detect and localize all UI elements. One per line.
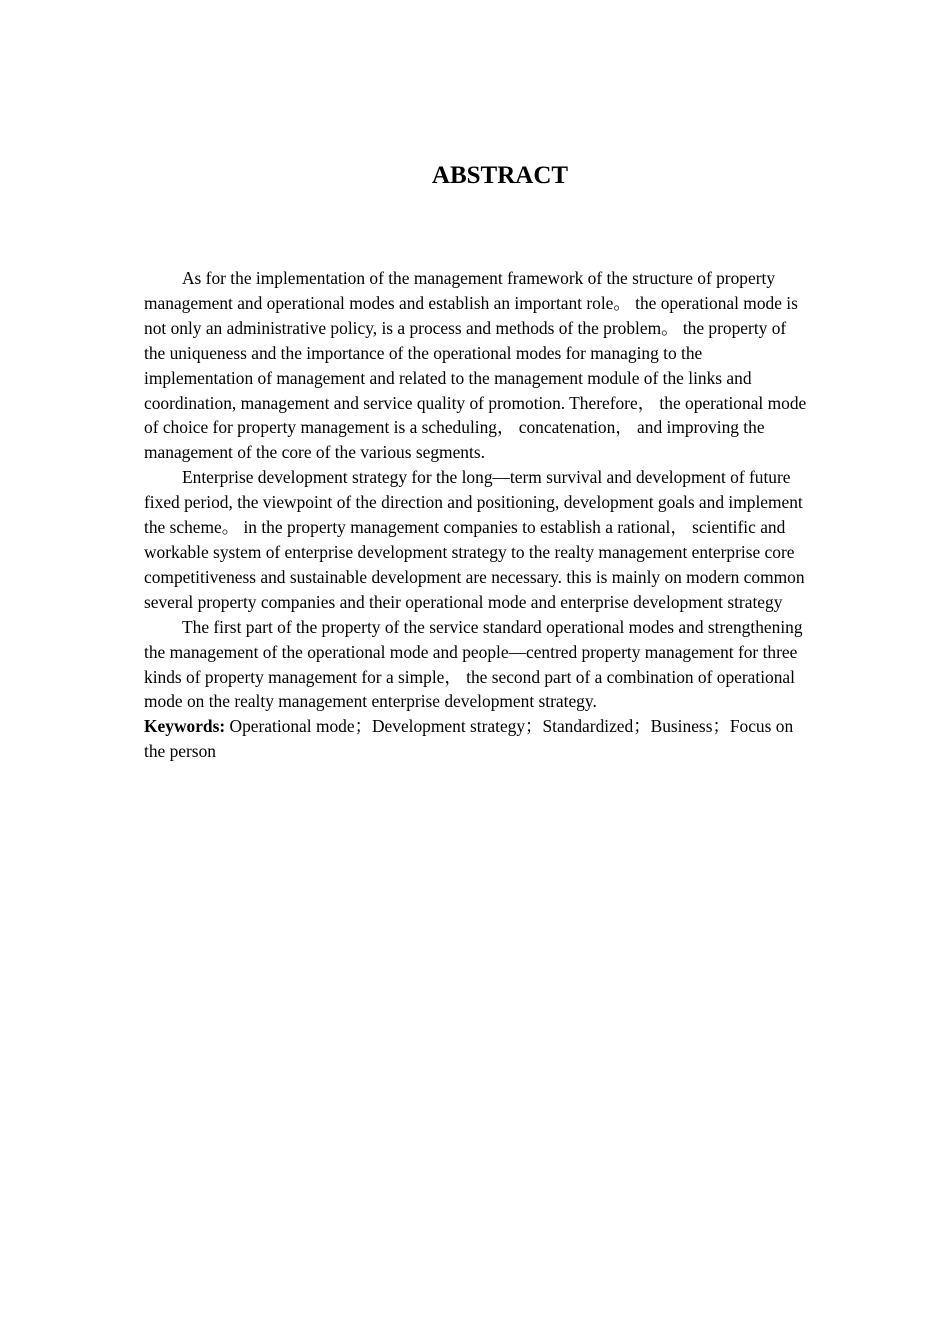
keywords-line <box>144 714 809 764</box>
abstract-paragraph-2: Enterprise development strategy for the long—term survival and development of future fixed period, the viewpoint of the direction and positioning, development goals and implement the scheme。 in the property management companies to establish a rational， scientific and workable system of enterprise development strategy to the realty management enterprise core competitiveness and sustainable development are necessary. this is mainly on modern common several property companies and their operational mode and enterprise development strategy <box>144 467 805 612</box>
abstract-paragraph-3: The first part of the property of the service standard operational modes and strengthening the management of the operational mode and people—centred property management for three kinds of property management for a simple， the second part of a combination of operational mode on the realty management enterprise development strategy. <box>144 616 803 712</box>
keywords-text: Operational mode；Development strategy；Standardized；Business；Focus on the person <box>144 716 794 762</box>
abstract-body <box>144 266 809 764</box>
abstract-paragraph-1: As for the implementation of the management framework of the structure of property management and operational modes and establish an important role。 the operational mode is not only an administrative policy, is a process and methods of the problem。 the property of the uniqueness and the importance of the operational modes for managing to the implementation of management and related to the management module of the links and coordination, management and service quality of promotion. Therefore， the operational mode of choice for property management is a scheduling， concatenation， and improving the management of the core of the various segments. <box>144 268 807 463</box>
keywords-label: Keywords: <box>144 716 226 737</box>
abstract-title: ABSTRACT <box>431 162 569 189</box>
